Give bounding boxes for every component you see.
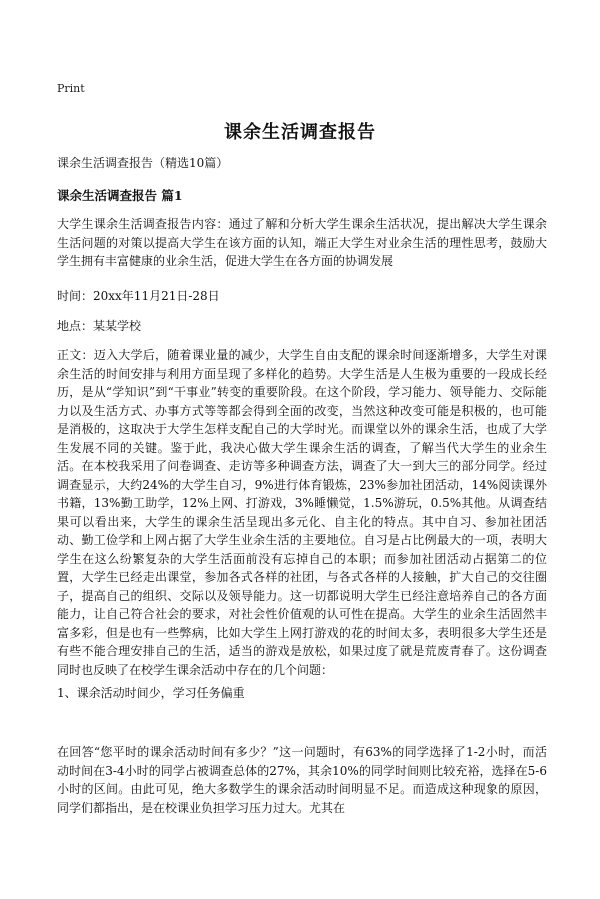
- body-paragraph-2: 在回答“您平时的课余活动时间有多少？”这一问题时，有63%的同学选择了1-2小时，而活动时间在3-4小时的同学占被调查总体的27%，其余10%的同学时间则比较充裕，选择在5-6小时的区间。由此可见，绝大多数学生的课余活动时间明显不足。而造成这种现象的原因，同学们都指出，是在校课业负担学习压力过大。尤其在: [57, 745, 547, 815]
- section-heading: 课余生活调查报告 篇1: [57, 188, 183, 203]
- intro-paragraph: 大学生课余生活调查报告内容：通过了解和分析大学生课余生活状况，提出解决大学生课余生活问题的对策以提高大学生在该方面的认知，端正大学生对业余生活的理性思考，鼓励大学生拥有丰富健康的业余生活，促进大学生在各方面的协调发展: [57, 217, 547, 268]
- time-line: 时间：20xx年11月21日-28日: [57, 289, 220, 303]
- place-line: 地点：某某学校: [57, 319, 142, 333]
- page-title: 课余生活调查报告: [224, 122, 376, 143]
- document-subtitle: 课余生活调查报告（精选10篇）: [57, 156, 229, 170]
- print-label: Print: [57, 82, 85, 95]
- body-paragraph: 正文：迈入大学后，随着课业量的减少，大学生自由支配的课余时间逐渐增多，大学生对课余生活的时间安排与利用方面呈现了多样化的趋势。大学生活是人生极为重要的一段成长经历，是从“学知识”到“干事业”转变的重要阶段。在这个阶段，学习能力、领导能力、交际能力以及生活方式、办事方式等等都会得到全面的改变，当然这种改变可能是积极的，也可能是消极的，这取决于大学生怎样支配自己的大学时光。而课堂以外的课余生活，也成了大学生发展不同的关键。鉴于此，我决心做大学生课余生活的调查，了解当代大学生的业余生活。在本校我采用了问卷调查、走访等多种调查方法，调查了大一到大三的部分同学。经过调查显示，大约24%的大学生自习，9%进行体育锻炼，23%参加社团活动，14%阅读课外书籍，13%勤工助学，12%上网、打游戏，3%睡懒觉，1.5%游玩，0.5%其他。从调查结果可以看出来，大学生的课余生活呈现出多元化、自主化的特点。其中自习、参加社团活动、勤工俭学和上网占据了大学生业余生活的主要地位。自习是占比例最大的一项，表明大学生在这么纷繁复杂的大学生活面前没有忘掉自己的本职；而参加社团活动占据第二的位置，大学生已经走出课堂，参加各式各样的社团，与各式各样的人接触，扩大自己的交往圈子，提高自己的组织、交际以及领导能力。这一切都说明大学生已经注意培养自己的各方面能力，让自己符合社会的要求，对社会性价值观的认可性在提高。大学生的业余生活固然丰富多彩，但是也有一些弊病，比如大学生上网打游戏的花的时间太多，表明很多大学生还是有些不能合理安排自己的生活，适当的游戏是放松，如果过度了就是荒废青春了。这份调查同时也反映了在校学生课余活动中存在的几个问题：: [57, 348, 547, 677]
- list-item-heading: 1、课余活动时间少，学习任务偏重: [57, 686, 245, 700]
